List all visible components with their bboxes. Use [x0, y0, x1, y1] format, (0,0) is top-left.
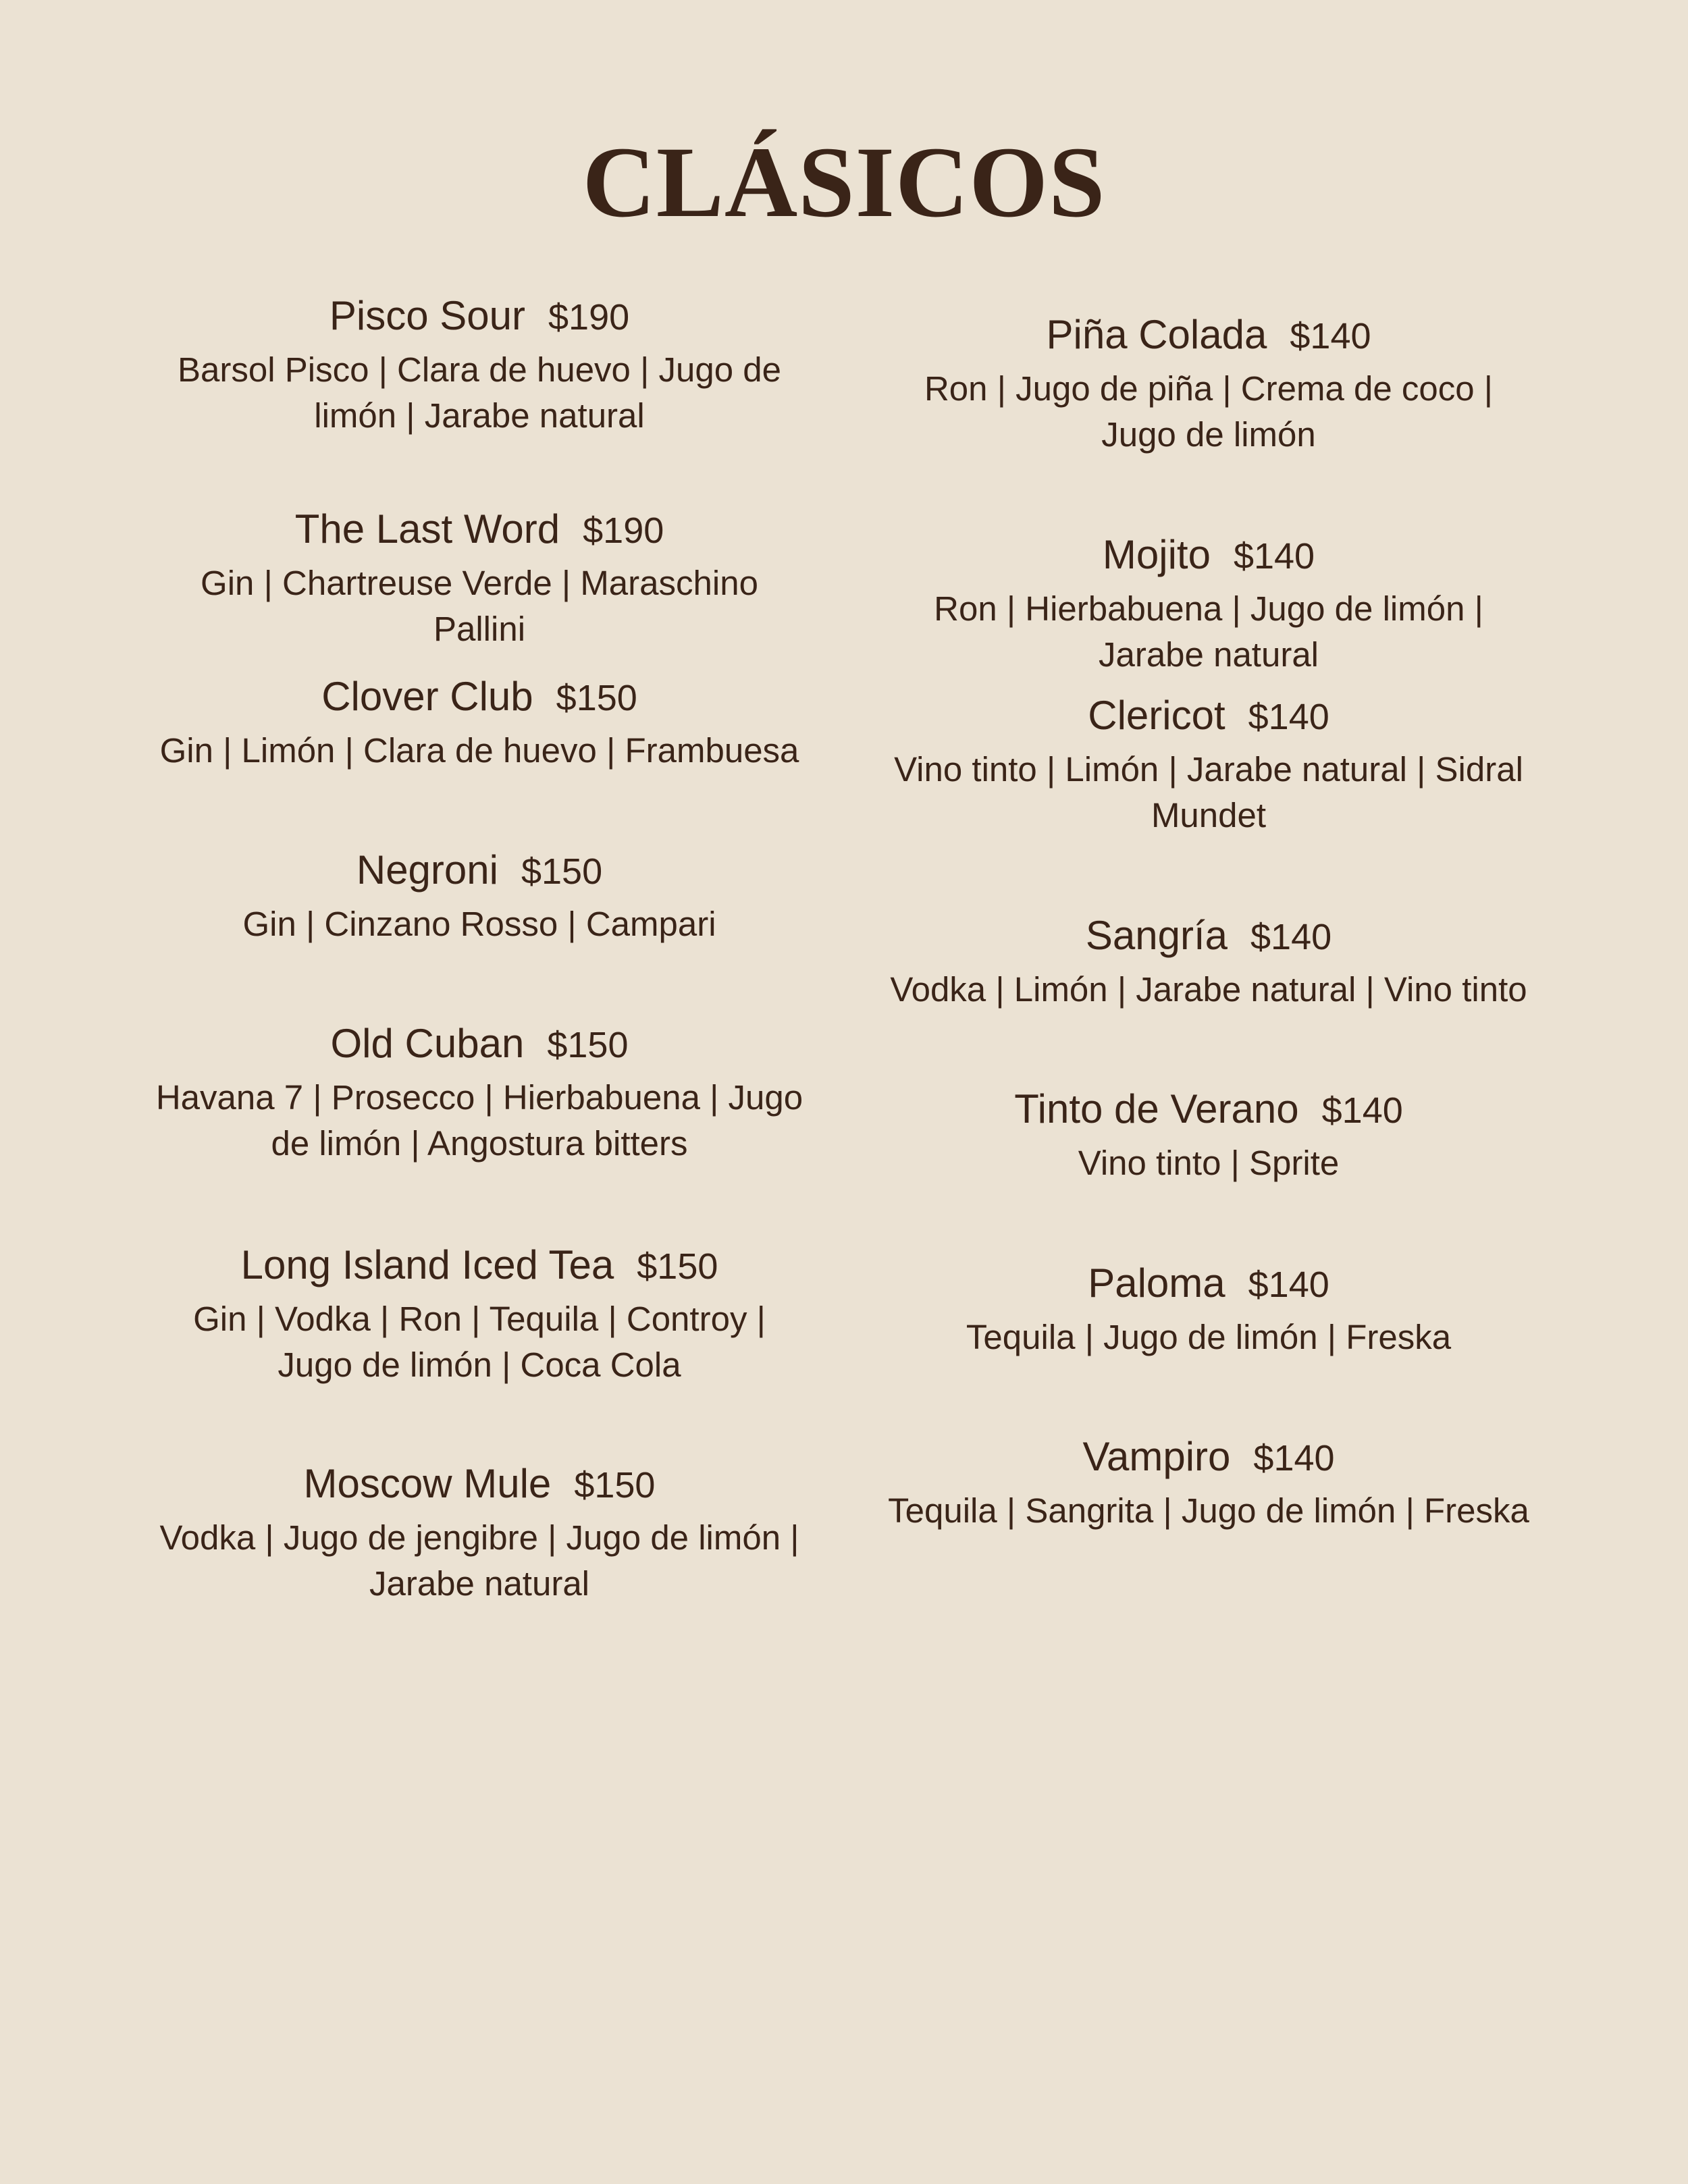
menu-item [871, 1433, 1546, 1534]
item-price: $190 [548, 297, 630, 338]
item-name: Pisco Sour [329, 293, 525, 338]
item-description: Ron | Jugo de piña | Crema de coco | Jugo de limón [924, 369, 1494, 454]
item-name: Clover Club [321, 674, 533, 719]
item-price: $150 [574, 1465, 656, 1506]
item-price: $140 [1290, 316, 1371, 356]
item-name: Tinto de Verano [1014, 1086, 1299, 1131]
menu-item [142, 505, 817, 652]
item-name: Vampiro [1082, 1434, 1231, 1479]
item-price: $150 [556, 678, 637, 718]
page-title: CLÁSICOS [582, 126, 1106, 238]
menu-item [142, 292, 817, 439]
menu-item [871, 311, 1546, 458]
item-name: Long Island Iced Tea [240, 1242, 614, 1287]
item-price: $190 [583, 510, 664, 551]
item-price: $150 [637, 1246, 718, 1287]
menu-item [871, 1085, 1546, 1186]
menu-item [871, 691, 1546, 838]
item-price: $150 [521, 851, 603, 892]
item-price: $140 [1250, 917, 1332, 957]
item-price: $140 [1233, 536, 1315, 577]
menu-item [142, 1460, 817, 1607]
item-description: Vino tinto | Limón | Jarabe natural | Sidral Mundet [894, 750, 1523, 834]
item-description: Barsol Pisco | Clara de huevo | Jugo de limón | Jarabe natural [178, 350, 781, 435]
menu-item [142, 672, 817, 774]
item-name: Old Cuban [330, 1021, 525, 1066]
item-price: $140 [1321, 1090, 1403, 1131]
item-description: Vodka | Jugo de jengibre | Jugo de limón | Jarabe natural [159, 1518, 799, 1603]
item-description: Gin | Limón | Clara de huevo | Frambuesa [159, 731, 799, 770]
menu-item [142, 846, 817, 947]
item-price: $140 [1248, 697, 1329, 737]
item-price: $140 [1248, 1264, 1329, 1305]
item-description: Havana 7 | Prosecco | Hierbabuena | Jugo de limón | Angostura bitters [155, 1078, 803, 1163]
item-description: Tequila | Jugo de limón | Freska [966, 1318, 1452, 1356]
item-name: Clericot [1088, 693, 1225, 738]
item-description: Gin | Vodka | Ron | Tequila | Controy | Jugo de limón | Coca Cola [193, 1300, 766, 1384]
item-name: Mojito [1102, 532, 1211, 577]
item-description: Gin | Cinzano Rosso | Campari [242, 905, 716, 943]
item-price: $150 [547, 1025, 629, 1065]
item-name: Piña Colada [1046, 312, 1267, 357]
item-name: Sangría [1085, 913, 1228, 958]
menu-item [871, 911, 1546, 1013]
item-description: Ron | Hierbabuena | Jugo de limón | Jarabe natural [934, 589, 1483, 674]
menu-item [142, 1241, 817, 1388]
item-name: Moscow Mule [303, 1461, 552, 1506]
item-price: $140 [1253, 1438, 1335, 1479]
menu-item [871, 531, 1546, 678]
menu-item [871, 1259, 1546, 1360]
menu-item [142, 1019, 817, 1167]
item-description: Vino tinto | Sprite [1078, 1144, 1340, 1182]
item-name: Negroni [356, 847, 498, 893]
item-description: Vodka | Limón | Jarabe natural | Vino tinto [890, 970, 1527, 1009]
item-name: The Last Word [294, 506, 560, 552]
item-description: Gin | Chartreuse Verde | Maraschino Pallini [201, 564, 758, 648]
item-name: Paloma [1088, 1260, 1225, 1306]
item-description: Tequila | Sangrita | Jugo de limón | Freska [888, 1491, 1529, 1530]
